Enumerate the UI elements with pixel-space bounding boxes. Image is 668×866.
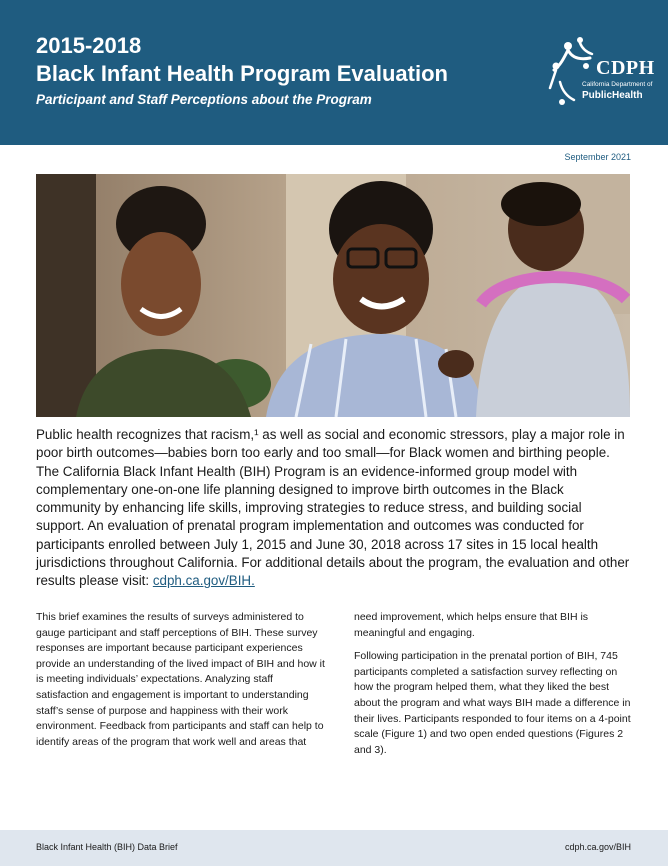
footer-brief-title: Black Infant Health (BIH) Data Brief <box>36 842 178 852</box>
intro-paragraph <box>36 426 632 591</box>
body-paragraph: Following participation in the prenatal portion of BIH, 745 participants completed a satisfaction survey reflecting on how the program helped them, what they liked the best about the program and what ways BIH made a difference in their lives. Participants responded to four items on a 4-point scale (Figure 1) and two open ended questions (Figures 2 and 3). <box>354 650 631 756</box>
header-banner <box>0 0 668 145</box>
bih-link[interactable]: cdph.ca.gov/BIH. <box>152 573 255 589</box>
body-column-left <box>36 610 326 758</box>
logo-wordmark: CDPH <box>596 57 655 79</box>
page-title: Black Infant Health Program Evaluation <box>36 61 448 86</box>
hero-photo <box>36 174 630 417</box>
logo-subtext: California Department of <box>582 81 653 88</box>
footer-bar <box>0 830 668 866</box>
title-year: 2015-2018 <box>36 33 142 58</box>
body-paragraph: This brief examines the results of surveys administered to gauge participant and staff perceptions of BIH. These survey responses are important because participant experiences provide an understanding of the lived impact of BIH and how it is meeting individuals’ expectations. Analyzing staff satisfaction and engagement is important to understanding staff’s sense of purpose and happiness with their work environment. Feedback from participants and staff can help to identify areas of the program that work well and areas that <box>36 611 325 748</box>
logo-subtext-bold: PublicHealth <box>582 90 643 101</box>
photo-of-two-women-and-a-toddler-icon <box>36 174 630 417</box>
body-column-right <box>354 610 634 766</box>
intro-text: Public health recognizes that racism,¹ as well as social and economic stressors, play a major role in poor birth outcomes—babies born too early and too small—for Black women and birthing people. The California Black Infant Health (BIH) Program is an evidence-informed group model with complementary one-on-one life planning designed to improve birth outcomes in the Black community by enhancing life skills, improving strategies to reduce stress, and building social support. An evaluation of prenatal program implementation and outcomes was conducted for participants enrolled between July 1, 2015 and June 30, 2018 across 17 sites in 15 local health jurisdictions throughout California. For additional details about the program, the evaluation and other results please visit: <box>36 427 630 589</box>
publication-date: September 2021 <box>564 152 631 162</box>
page-subtitle: Participant and Staff Perceptions about the Program <box>36 92 372 107</box>
body-paragraph: need improvement, which helps ensure that BIH is meaningful and engaging. <box>354 611 589 639</box>
footer-url: cdph.ca.gov/BIH <box>564 842 631 852</box>
